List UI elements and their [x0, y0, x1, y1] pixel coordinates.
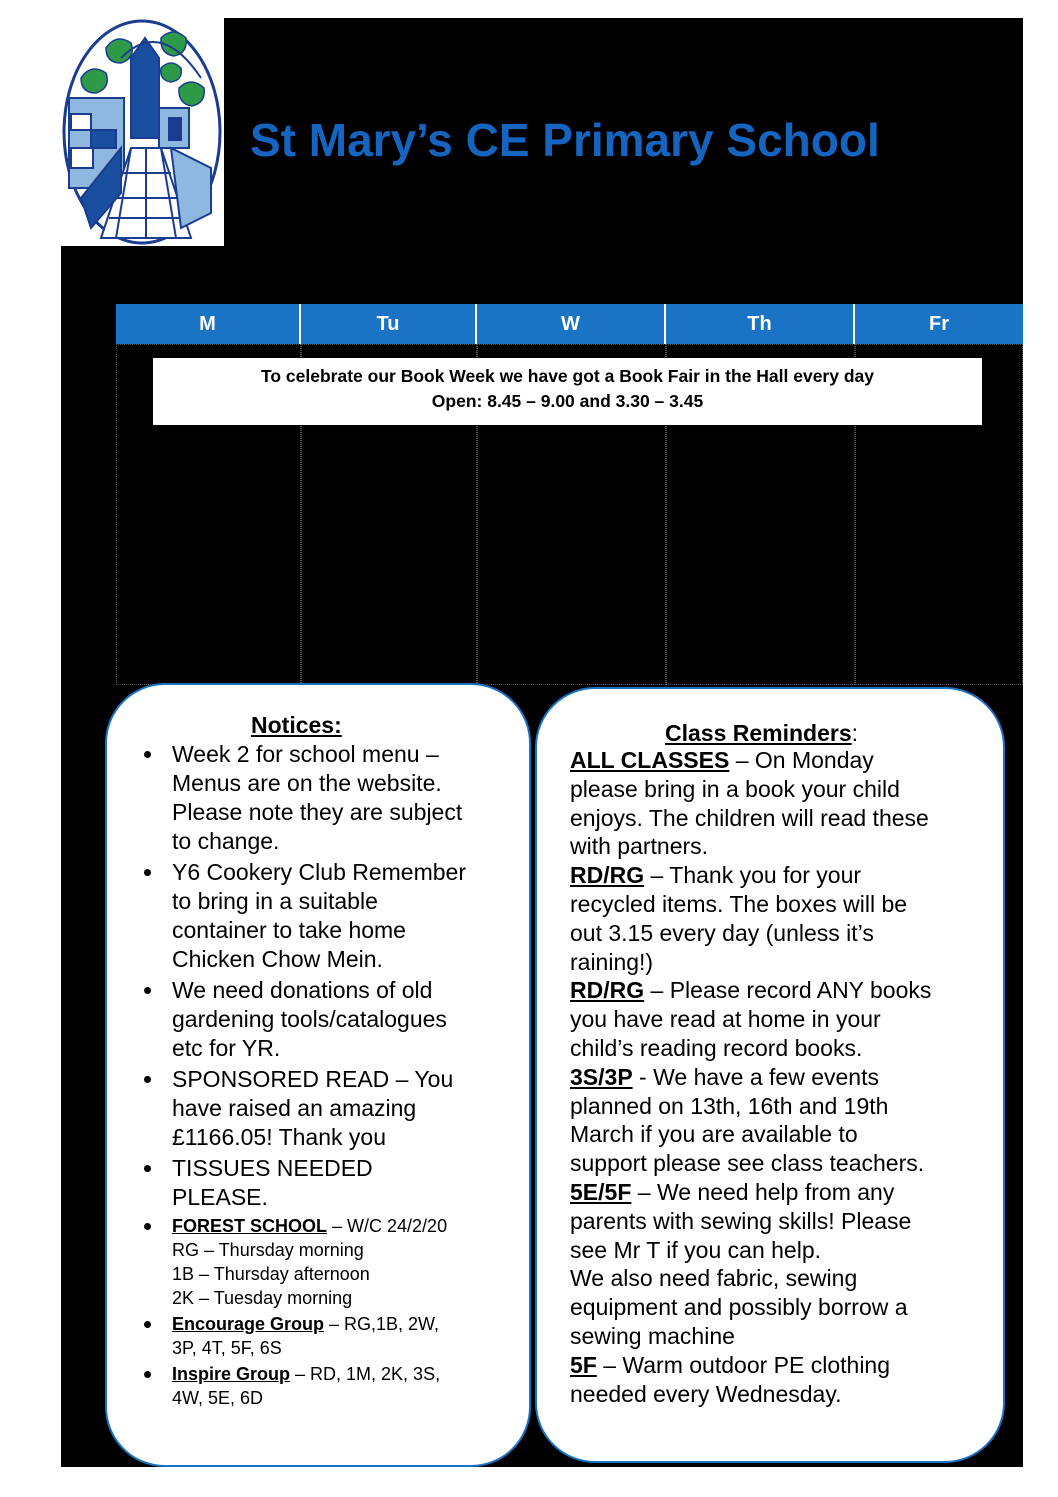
- notice-line: SPONSORED READ – You: [172, 1066, 454, 1092]
- notice-item-encourage-group: [141, 1312, 511, 1360]
- notice-item: [141, 740, 511, 856]
- day-header-friday: Fr: [855, 304, 1023, 344]
- notice-line: TISSUES NEEDED: [172, 1155, 373, 1181]
- day-header-thursday: Th: [666, 304, 855, 344]
- day-header-wednesday: W: [477, 304, 666, 344]
- reminder-text: - We have a few events: [632, 1063, 879, 1090]
- forest-school-line: RG – Thursday morning: [172, 1240, 364, 1260]
- encourage-group-classes: – RG,1B, 2W,: [324, 1314, 440, 1334]
- reminder-line: child’s reading record books.: [570, 1034, 863, 1061]
- reminder-line: enjoys. The children will read these: [570, 804, 929, 831]
- reminder-line: raining!): [570, 948, 654, 975]
- reminder-class-label: 3S/3P: [570, 1063, 633, 1090]
- notice-item-inspire-group: [141, 1362, 511, 1410]
- notices-panel: [105, 683, 531, 1467]
- reminder-class-label: RD/RG: [570, 977, 645, 1004]
- reminder-text: – Thank you for your: [644, 862, 862, 889]
- notice-item: [141, 1154, 511, 1212]
- day-header-monday: M: [116, 304, 301, 344]
- reminder-line: We also need fabric, sewing: [570, 1265, 858, 1292]
- reminder-class-label: 5F: [570, 1351, 597, 1378]
- reminder-line: recycled items. The boxes will be: [570, 890, 908, 917]
- notice-line: Week 2 for school menu –: [172, 741, 439, 767]
- notices-list: [141, 740, 511, 1412]
- reminder-class-label: RD/RG: [570, 862, 645, 889]
- notices-title: Notices:: [251, 712, 342, 738]
- notice-line: gardening tools/catalogues: [172, 1006, 447, 1032]
- notice-line: £1166.05! Thank you: [172, 1124, 386, 1150]
- class-reminders-panel: [535, 687, 1005, 1463]
- notice-item: [141, 976, 511, 1063]
- notice-line: We need donations of old: [172, 977, 433, 1003]
- notice-line: etc for YR.: [172, 1035, 281, 1061]
- reminder-line: support please see class teachers.: [570, 1150, 925, 1177]
- notice-line: container to take home: [172, 917, 406, 943]
- reminder-line: out 3.15 every day (unless it’s: [570, 919, 874, 946]
- reminders-title: Class Reminders: [665, 720, 852, 746]
- reminder-text: – We need help from any: [631, 1178, 895, 1205]
- reminder-text: – Warm outdoor PE clothing: [596, 1351, 891, 1378]
- reminder-line: please bring in a book your child: [570, 775, 900, 802]
- forest-school-dates: – W/C 24/2/20: [327, 1216, 448, 1236]
- notice-item: [141, 1065, 511, 1152]
- school-logo: [61, 18, 224, 246]
- banner-line-2: Open: 8.45 – 9.00 and 3.30 – 3.45: [431, 391, 704, 411]
- reminder-line: equipment and possibly borrow a: [570, 1294, 908, 1321]
- forest-school-label: FOREST SCHOOL: [172, 1216, 328, 1236]
- reminders-heading: [665, 719, 858, 747]
- notice-item-forest-school: [141, 1214, 511, 1310]
- reminder-class-label: 5E/5F: [570, 1178, 632, 1205]
- notice-line: Please note they are subject: [172, 799, 463, 825]
- notice-line: to change.: [172, 828, 280, 854]
- reminder-line: with partners.: [570, 833, 709, 860]
- reminder-text: – Please record ANY books: [644, 977, 932, 1004]
- reminder-line: sewing machine: [570, 1322, 735, 1349]
- reminder-line: needed every Wednesday.: [570, 1380, 842, 1407]
- banner-line-1: To celebrate our Book Week we have got a Book Fair in the Hall every day: [260, 366, 874, 386]
- notice-item: [141, 858, 511, 974]
- reminder-line: planned on 13th, 16th and 19th: [570, 1092, 889, 1119]
- forest-school-line: 2K – Tuesday morning: [172, 1288, 353, 1308]
- encourage-group-label: Encourage Group: [172, 1314, 325, 1334]
- notice-line: to bring in a suitable: [172, 888, 378, 914]
- inspire-group-classes: – RD, 1M, 2K, 3S,: [290, 1364, 441, 1384]
- reminder-line: you have read at home in your: [570, 1006, 881, 1033]
- reminder-line: March if you are available to: [570, 1121, 858, 1148]
- day-headers: [116, 304, 1023, 344]
- reminder-line: see Mr T if you can help.: [570, 1236, 822, 1263]
- notice-line: Chicken Chow Mein.: [172, 946, 383, 972]
- notice-line: Y6 Cookery Club Remember: [172, 859, 467, 885]
- notice-line: PLEASE.: [172, 1184, 268, 1210]
- encourage-group-line: 3P, 4T, 5F, 6S: [172, 1338, 282, 1358]
- reminder-text: – On Monday: [729, 747, 874, 773]
- inspire-group-label: Inspire Group: [172, 1364, 291, 1384]
- inspire-group-line: 4W, 5E, 6D: [172, 1388, 264, 1408]
- reminders-body: [570, 746, 990, 1408]
- reminder-class-label: ALL CLASSES: [570, 747, 730, 773]
- book-fair-banner: [153, 358, 982, 425]
- day-header-tuesday: Tu: [301, 304, 477, 344]
- school-name: St Mary’s CE Primary School: [250, 114, 880, 166]
- reminders-title-colon: :: [851, 720, 859, 746]
- forest-school-line: 1B – Thursday afternoon: [172, 1264, 370, 1284]
- notice-line: have raised an amazing: [172, 1095, 417, 1121]
- church-crest-icon: [61, 18, 224, 246]
- reminder-line: parents with sewing skills! Please: [570, 1207, 912, 1234]
- notice-line: Menus are on the website.: [172, 770, 442, 796]
